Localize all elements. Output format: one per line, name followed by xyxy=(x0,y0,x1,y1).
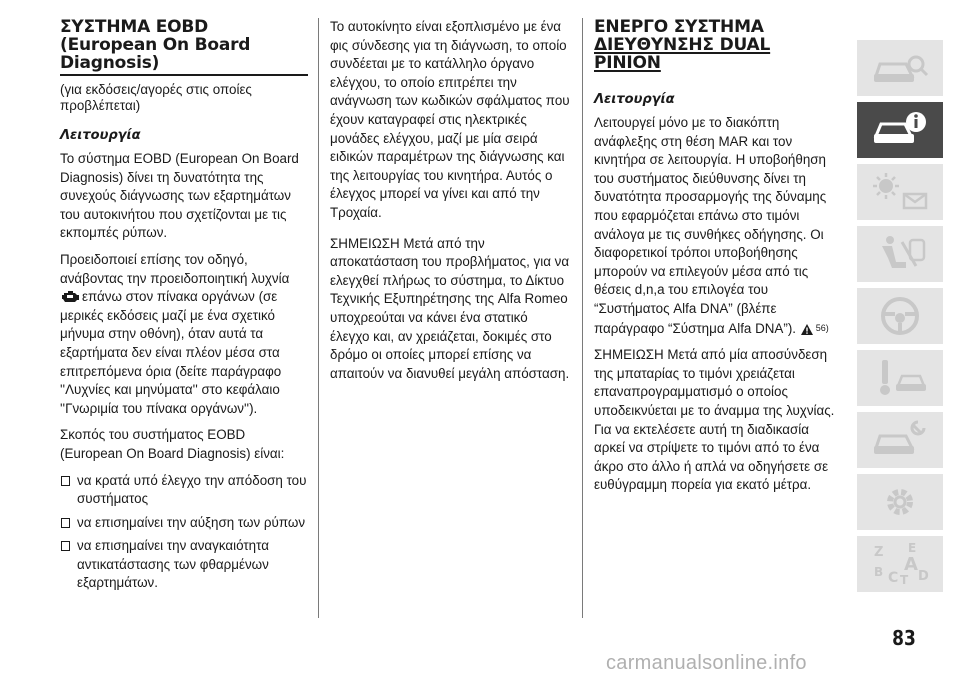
car-info-icon xyxy=(868,108,932,152)
column-divider xyxy=(582,18,583,618)
dual-pinion-note: ΣΗΜΕΙΩΣΗ Μετά από μία αποσύνδεση της μπαταρίας το τιμόνι χρειάζεται επαναπρογραμματισμό ο οποίος υποδεικνύεται με το άναμμα της λυχνίας. Για να εκτελέσετε αυτή τη διαδικασία αρκεί να στρίψετε το τιμόνι από το ένα άκρο στο άλλο ή απλά να οδηγήσετε σε ευθύγραμμη πορεία για εκατό μέτρα. xyxy=(594,347,835,493)
eobd-paragraph-2 xyxy=(60,251,308,418)
column-diagnosis xyxy=(330,18,570,391)
warning-lights-tab[interactable] xyxy=(857,164,943,220)
warning-lights-icon xyxy=(868,170,932,214)
eobd-bullet-3-text: να επισημαίνει την αναγκαιότητα αντικατάστασης των φθαρμένων εξαρτημάτων. xyxy=(77,538,269,591)
car-search-icon xyxy=(868,46,932,90)
eobd-bullet-2-text: να επισημαίνει την αύξηση των ρύπων xyxy=(77,514,306,530)
dual-pinion-title-line2: ΔΙΕΥΘΥΝΣΗΣ DUAL PINION xyxy=(594,35,771,73)
diagnosis-paragraph-1: Το αυτοκίνητο είναι εξοπλισμένο με ένα φις σύνδεσης για τη διάγνωση, το οποίο συνδέεται με το κατάλληλο όργανο ελέγχου, το οποίο επιτρέπει την ανάγνωση των κωδικών σφάλματος που έχουν καταγραφεί στις ηλεκτρικές μονάδες ελέγχου, μαζί με μία σειρά ειδικών παραμέτρων της διάγνωσης και της λειτουργίας του κινητήρα. Αυτός ο έλεγχος μπορεί να γίνει και από την Τροχαία. xyxy=(330,19,570,220)
checkbox-bullet-icon xyxy=(61,476,70,486)
eobd-paragraph-3: Σκοπός του συστήματος EOBD (European On Board Diagnosis) είναι: xyxy=(60,427,285,461)
eobd-paragraph-2-start: Προειδοποιεί επίσης τον οδηγό, ανάβοντας την προειδοποιητική λυχνία xyxy=(60,251,290,286)
car-search-tab[interactable] xyxy=(857,40,943,96)
eobd-paragraph-1: Το σύστημα EOBD (European On Board Diagnosis) δίνει τη δυνατότητα της συνεχούς διάγνωσης των εξαρτημάτων του αυτοκινήτου που σχετίζονται με τις εκπομπές ρύπων. xyxy=(60,151,299,241)
eobd-bullet-1 xyxy=(60,472,308,509)
svg-text:B: B xyxy=(874,565,884,579)
alphabet-index-icon xyxy=(868,542,932,586)
warning-triangle-icon xyxy=(800,323,814,336)
eobd-title-rule xyxy=(60,74,308,76)
column-dual-pinion xyxy=(594,18,842,503)
svg-text:E: E xyxy=(908,542,917,555)
checkbox-bullet-icon xyxy=(61,518,70,528)
eobd-intro: (για εκδόσεις/αγορές στις οποίες προβλέπεται) xyxy=(60,82,252,113)
column-eobd xyxy=(60,18,308,598)
eobd-subtitle: Λειτουργία xyxy=(60,128,141,143)
eobd-bullet-2 xyxy=(60,514,308,533)
engine-check-warning-icon xyxy=(60,290,80,304)
steering-wheel-icon xyxy=(868,294,932,338)
dual-pinion-title-line1: ΕΝΕΡΓΟ ΣΥΣΤΗΜΑ xyxy=(594,17,764,37)
car-wrench-icon xyxy=(868,418,932,462)
dual-pinion-title xyxy=(594,18,842,72)
car-wrench-tab[interactable] xyxy=(857,412,943,468)
svg-text:Z: Z xyxy=(874,545,884,560)
steering-wheel-tab[interactable] xyxy=(857,288,943,344)
seat-safety-tab[interactable] xyxy=(857,226,943,282)
column-divider xyxy=(318,18,319,618)
tools-car-icon xyxy=(868,356,932,400)
checkbox-bullet-icon xyxy=(61,541,70,551)
dual-pinion-subtitle: Λειτουργία xyxy=(594,92,675,107)
index-tab[interactable] xyxy=(857,536,943,592)
eobd-title-line1: ΣΥΣΤΗΜΑ EOBD xyxy=(60,17,209,37)
gear-icon xyxy=(868,480,932,524)
tools-car-tab[interactable] xyxy=(857,350,943,406)
eobd-title-line2: (European On Board xyxy=(60,35,251,55)
dual-pinion-paragraph-1-text: Λειτουργεί μόνο με το διακόπτη ανάφλεξης στη θέση MAR και τον κινητήρα σε λειτουργία. Η υποβοήθηση του συστήματος διεύθυνσης δίνει τη δυνατότητα προσαρμογής της δύναμης που εφαρμόζεται επάνω στο τιμόνι ανάλογα με τις συνθήκες οδήγησης. Οι διαφορετικοί τρόποι υποβοήθησης μπορούν να επιλεγούν μέσα από τις θέσεις d,n,a του επιλογέα του “Συστήματος Alfa DNA” (βλέπε παράγραφο “Σύστημα Alfa DNA”). xyxy=(594,115,827,336)
svg-text:A: A xyxy=(904,554,918,575)
eobd-title-line3: Diagnosis) xyxy=(60,53,160,73)
warning-reference: 56) xyxy=(815,322,829,333)
eobd-paragraph-2-rest: επάνω στον πίνακα οργάνων (σε μερικές εκδόσεις μαζί με ένα σχετικό μήνυμα στην οθόνη), όταν αυτά τα εξαρτήματα δεν είναι πλέον μέσα στα επιτρεπόμενα όρια (δείτε παράγραφο ''Λυχνίες και μηνύματα'' στο κεφάλαιο ''Γνωριμία του πίνακα οργάνων''). xyxy=(60,289,282,416)
watermark: carmanualsonline.info xyxy=(606,652,807,674)
page-number: 83 xyxy=(892,626,916,650)
eobd-title xyxy=(60,18,308,72)
dual-pinion-paragraph-1 xyxy=(594,114,842,338)
car-info-tab[interactable] xyxy=(857,102,943,158)
svg-text:D: D xyxy=(918,569,929,584)
chapter-tabs xyxy=(857,40,943,598)
svg-text:T: T xyxy=(900,573,909,586)
svg-text:C: C xyxy=(888,570,899,586)
settings-tab[interactable] xyxy=(857,474,943,530)
seat-safety-icon xyxy=(868,232,932,276)
eobd-bullet-3 xyxy=(60,537,308,593)
eobd-bullet-1-text: να κρατά υπό έλεγχο την απόδοση του συστήματος xyxy=(77,472,307,507)
diagnosis-note: ΣΗΜΕΙΩΣΗ Μετά από την αποκατάσταση του προβλήματος, για να ελεγχθεί πλήρως το σύστημα, το Δίκτυο Τεχνικής Εξυπηρέτησης της Alfa Romeo υποχρεούται να κάνει ένα στατικό έλεγχο και, αν χρειάζεται, δοκιμές στο δρόμο οι οποίες μπορεί επίσης να απαιτούν να διανυθεί μεγάλη απόσταση. xyxy=(330,235,570,381)
